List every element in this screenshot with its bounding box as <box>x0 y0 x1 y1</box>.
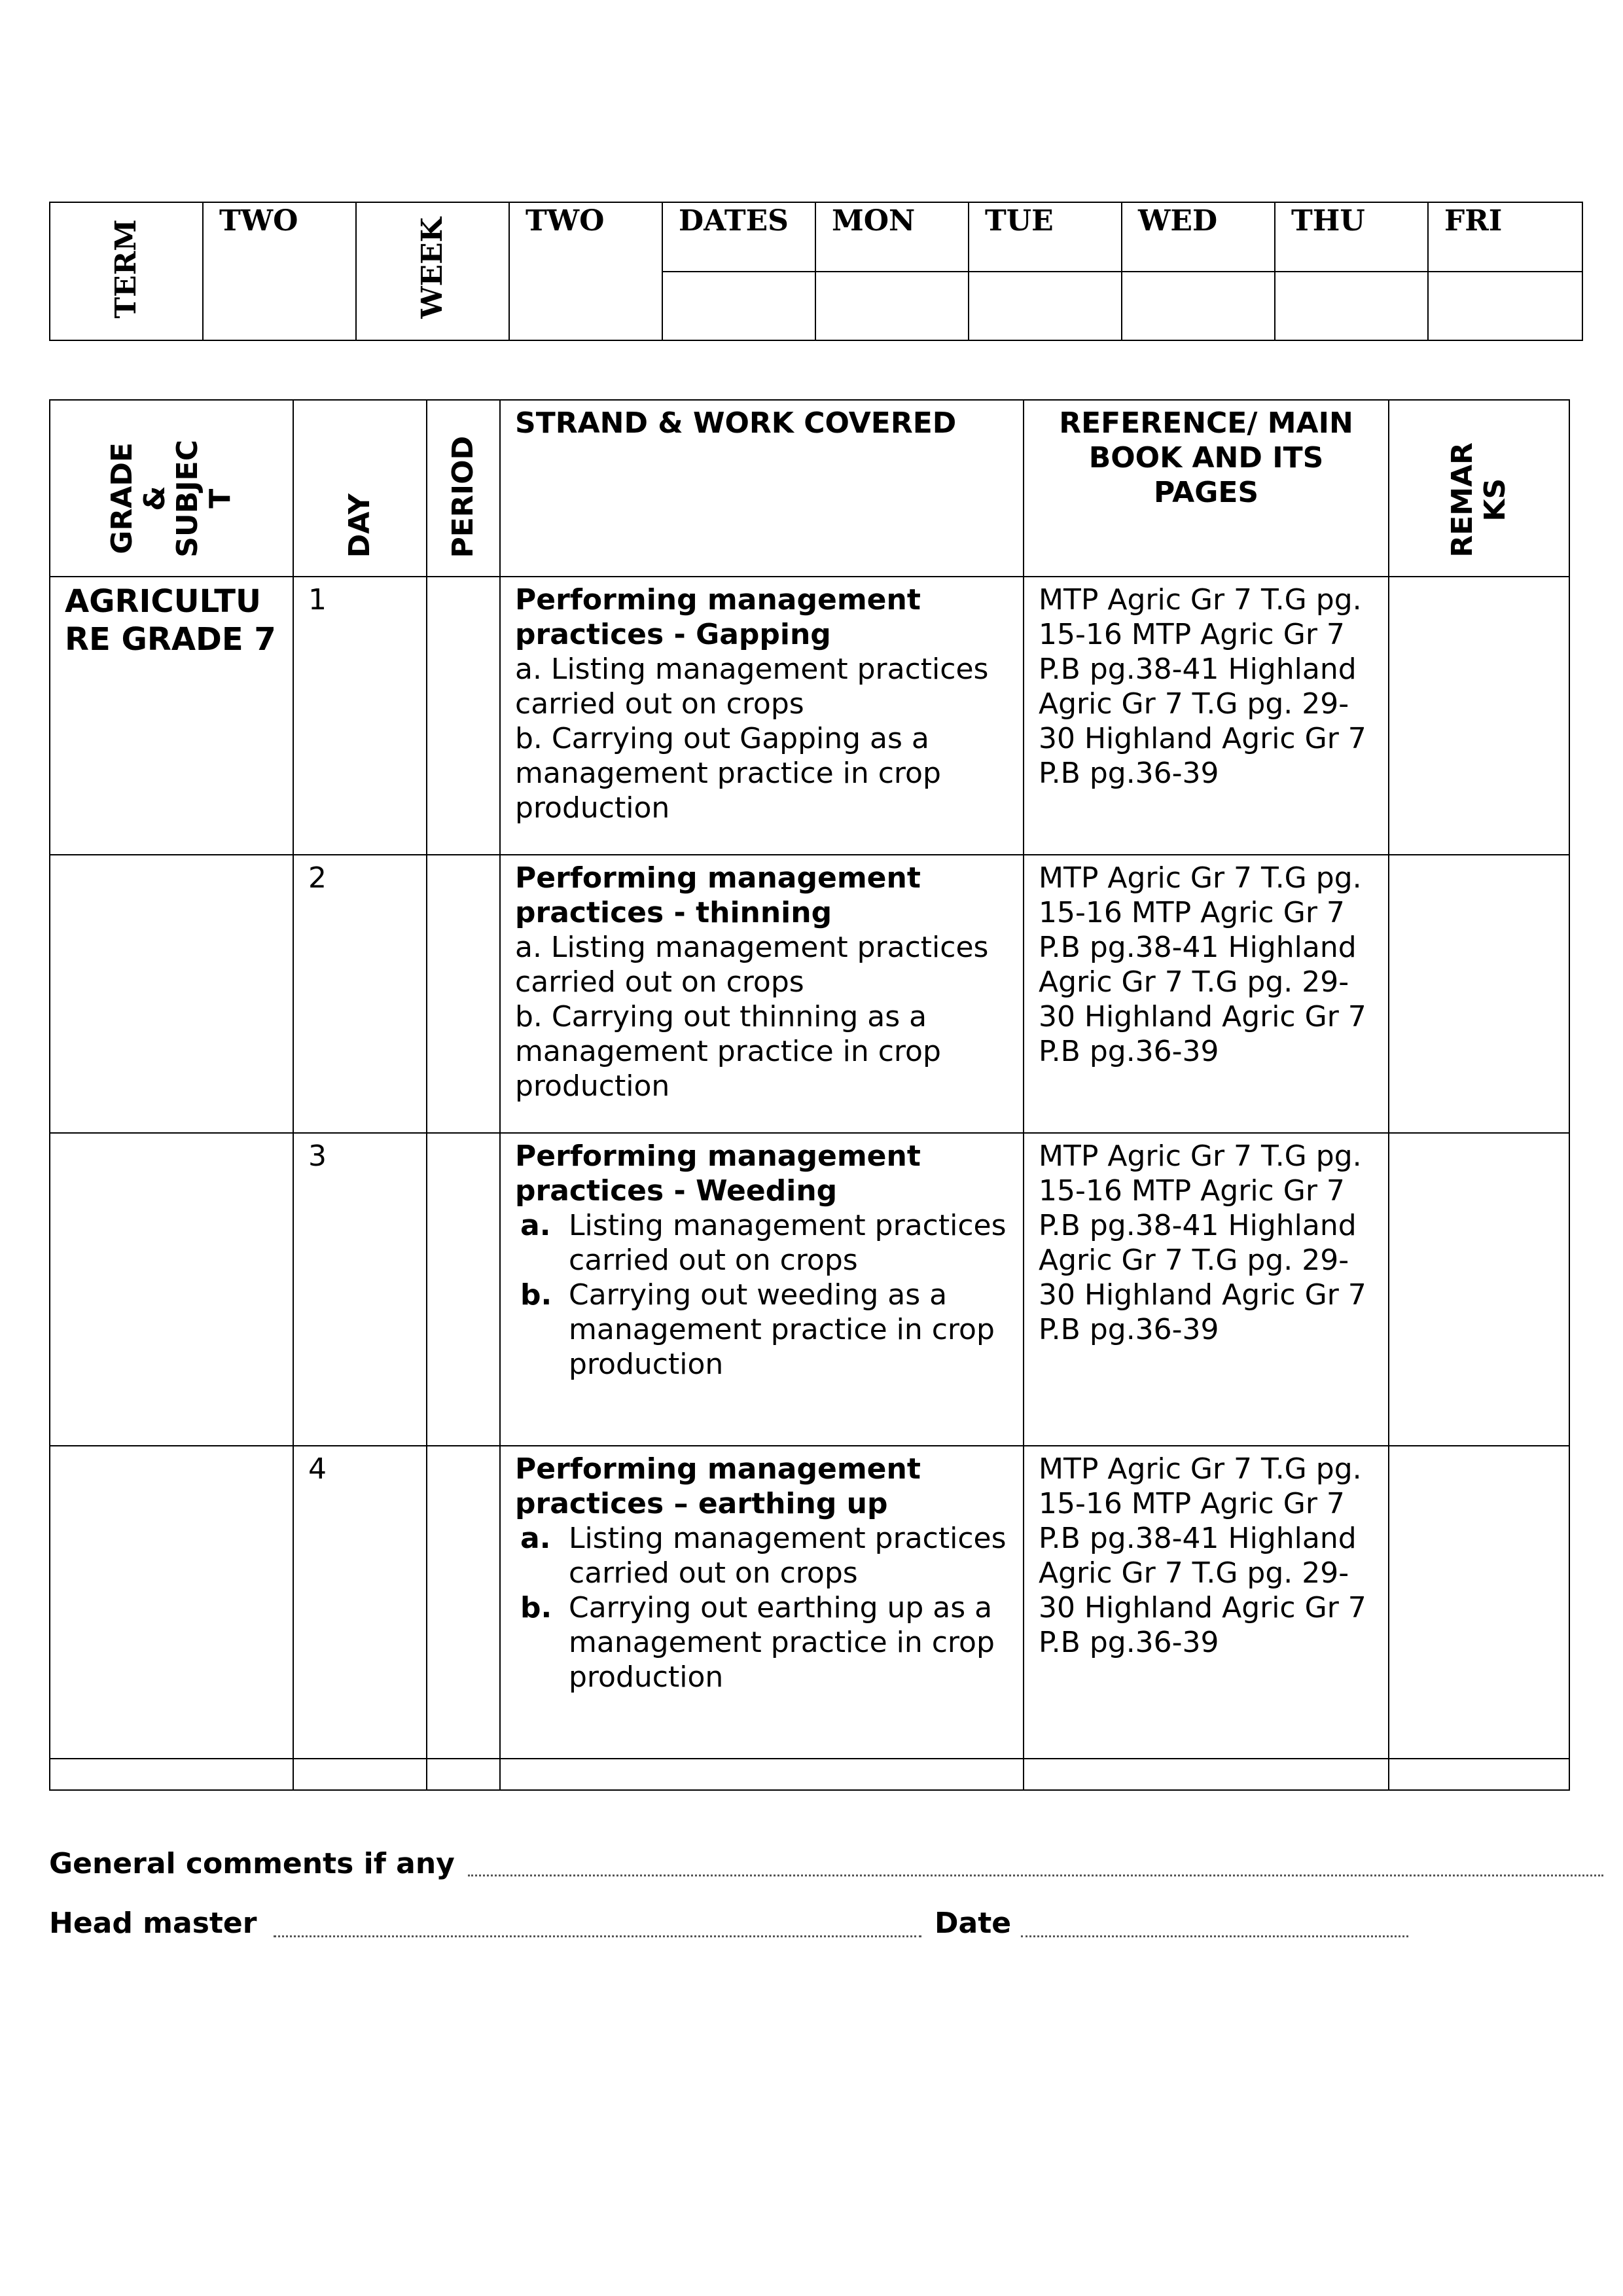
period-cell <box>427 577 500 855</box>
list-item <box>515 1278 1008 1382</box>
term-label-cell <box>50 202 203 340</box>
strand-title: Performing management practices - thinning <box>515 861 921 929</box>
header-remarks: REMAR KS <box>1389 400 1569 577</box>
date-line[interactable] <box>1021 1935 1408 1937</box>
strand-cell <box>500 1133 1024 1446</box>
date-cell-thu <box>1275 272 1428 341</box>
week-value: TWO <box>509 202 662 340</box>
date-label: Date <box>935 1907 1012 1940</box>
list-label: b. <box>520 1591 552 1624</box>
date-cell-wed <box>1122 272 1275 341</box>
strand-item-b: b. Carrying out Gapping as a management practice in crop production <box>515 722 941 825</box>
list-item <box>515 1521 1008 1590</box>
period-cell <box>427 1446 500 1759</box>
subject-cell <box>50 855 293 1133</box>
headmaster-label: Head master <box>49 1907 257 1940</box>
list-item <box>515 1208 1008 1278</box>
remarks-cell <box>1389 1446 1569 1759</box>
term-week-table <box>49 202 1583 341</box>
day-label-thu: THU <box>1275 202 1428 272</box>
strand-item-a: Listing management practices carried out on crops <box>569 1522 1007 1590</box>
strand-cell <box>500 855 1024 1133</box>
strand-cell <box>500 1446 1024 1759</box>
date-cell-tue <box>969 272 1122 341</box>
list-label: a. <box>520 1522 551 1555</box>
list-label: a. <box>520 1209 551 1242</box>
list-label: b. <box>520 1278 552 1312</box>
list-item <box>515 1590 1008 1695</box>
header-day: DAY <box>293 400 427 577</box>
scheme-table <box>49 399 1570 1791</box>
strand-list <box>515 1208 1008 1382</box>
table-row <box>50 1133 1569 1446</box>
table-row <box>50 855 1569 1133</box>
day-cell: 2 <box>293 855 427 1133</box>
strand-item-b: Carrying out weeding as a management practice in crop production <box>569 1278 995 1381</box>
header-grade-subject: GRADE & SUBJEC T <box>50 400 293 577</box>
remarks-cell <box>1389 577 1569 855</box>
strand-title: Performing management practices - Gapping <box>515 583 921 651</box>
table-header-row <box>50 400 1569 577</box>
strand-item-a: Listing management practices carried out on crops <box>569 1209 1007 1277</box>
week-label-cell <box>356 202 509 340</box>
remarks-cell <box>1389 855 1569 1133</box>
strand-item-b: b. Carrying out thinning as a management practice in crop production <box>515 1000 941 1103</box>
term-label: TERM <box>109 219 143 319</box>
day-label-wed: WED <box>1122 202 1275 272</box>
remarks-cell <box>1389 1133 1569 1446</box>
reference-cell: MTP Agric Gr 7 T.G pg. 15-16 MTP Agric Gr 7 P.B pg.38-41 Highland Agric Gr 7 T.G pg. 29-30 Highland Agric Gr 7 P.B pg.36-39 <box>1024 1446 1389 1759</box>
header-reference: REFERENCE/ MAIN BOOK AND ITS PAGES <box>1024 400 1389 577</box>
strand-title: Performing management practices - Weeding <box>515 1139 921 1208</box>
general-comments-line[interactable] <box>468 1874 1603 1876</box>
table-row <box>50 577 1569 855</box>
date-cell-fri <box>1428 272 1582 341</box>
headmaster-signature-line[interactable] <box>274 1935 921 1937</box>
term-value: TWO <box>203 202 356 340</box>
reference-cell: MTP Agric Gr 7 T.G pg. 15-16 MTP Agric Gr 7 P.B pg.38-41 Highland Agric Gr 7 T.G pg. 29-30 Highland Agric Gr 7 P.B pg.36-39 <box>1024 855 1389 1133</box>
header-strand: STRAND & WORK COVERED <box>500 400 1024 577</box>
reference-cell: MTP Agric Gr 7 T.G pg. 15-16 MTP Agric Gr 7 P.B pg.38-41 Highland Agric Gr 7 T.G pg. 29-30 Highland Agric Gr 7 P.B pg.36-39 <box>1024 577 1389 855</box>
period-cell <box>427 855 500 1133</box>
general-comments-label: General comments if any <box>49 1847 455 1880</box>
day-cell: 4 <box>293 1446 427 1759</box>
subject-cell <box>50 1446 293 1759</box>
strand-list <box>515 1521 1008 1695</box>
day-cell: 1 <box>293 577 427 855</box>
date-cell-mon <box>815 272 969 341</box>
subject-cell: AGRICULTU RE GRADE 7 <box>50 577 293 855</box>
day-label-tue: TUE <box>969 202 1122 272</box>
week-label: WEEK <box>415 217 449 319</box>
reference-cell: MTP Agric Gr 7 T.G pg. 15-16 MTP Agric Gr 7 P.B pg.38-41 Highland Agric Gr 7 T.G pg. 29-30 Highland Agric Gr 7 P.B pg.36-39 <box>1024 1133 1389 1446</box>
strand-item-a: a. Listing management practices carried out on crops <box>515 653 989 721</box>
day-cell: 3 <box>293 1133 427 1446</box>
subject-cell <box>50 1133 293 1446</box>
table-row <box>50 1446 1569 1759</box>
dates-label: DATES <box>662 202 815 272</box>
day-label-mon: MON <box>815 202 969 272</box>
day-label-fri: FRI <box>1428 202 1582 272</box>
header-period: PERIOD <box>427 400 500 577</box>
strand-item-a: a. Listing management practices carried out on crops <box>515 931 989 999</box>
period-cell <box>427 1133 500 1446</box>
empty-row <box>50 1759 1569 1790</box>
strand-cell <box>500 577 1024 855</box>
strand-title: Performing management practices – earthing up <box>515 1452 921 1520</box>
strand-item-b: Carrying out earthing up as a management practice in crop production <box>569 1591 995 1694</box>
dates-value-cell <box>662 272 815 341</box>
